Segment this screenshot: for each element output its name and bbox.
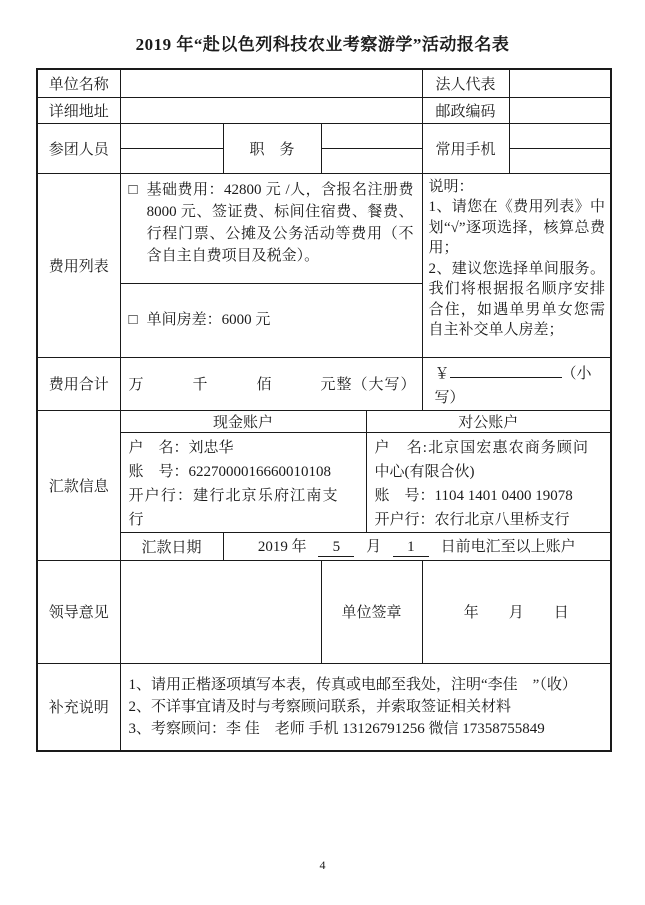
fee-explain-title: 说明： [428,178,474,195]
supplement-note-3: 3、考察顾问：李 佳 老师 手机 13126791256 微信 17358755849 [128,720,545,737]
supplement-note-1: 1、请用正楷逐项填写本表，传真或电邮至我处，注明“李佳 ”（收） [128,676,577,693]
fee-explain-item-1: 1、请您在《费用列表》中划“√”逐项选择，核算总费用； [428,199,605,256]
corporate-account-number: 账 号：1104 1401 0400 19078 [374,487,573,504]
row-leader-opinion [37,560,611,663]
row-unit-name [37,69,611,97]
cash-account-header: 现金账户 [120,410,366,432]
postal-code-label: 邮政编码 [422,97,509,123]
postal-code-input-cell [509,97,611,123]
remit-date-suffix: 日前电汇至以上账户 [440,538,576,555]
row-address [37,97,611,123]
remit-date-cell [223,532,611,560]
corporate-account-name: 户 名:北京国宏惠农商务顾问中心(有限合伙) [374,439,588,480]
page-title: 2019 年“赴以色列科技农业考察游学”活动报名表 [135,35,510,54]
unit-seal-label: 单位签章 [321,560,422,663]
amount-blank-line [450,362,562,378]
remit-date-year: 2019 年 [257,538,307,555]
supplement-note-2: 2、不详事宜请及时与考察顾问联系，并索取签证相关材料 [128,698,512,715]
legal-rep-input-cell [509,69,611,97]
cash-account-number: 账 号：6227000016660010108 [128,463,332,480]
cash-account-name: 户 名：刘忠华 [128,439,234,456]
fee-explain-item-2: 2、建议您选择单间服务。我们将根据报名顺序安排合住，如遇单男单女您需自主补交单人房差； [428,260,605,338]
leader-opinion-label: 领导意见 [37,560,120,663]
corporate-account-details [366,432,611,532]
mobile-input-cell-2 [509,148,611,173]
row-fee-total [37,357,611,410]
single-room-cell [120,283,422,357]
cash-account-bank: 开户行：建行北京乐府江南支行 [128,487,338,528]
fee-total-uppercase-cell: 万 千 佰 元整（大写） [120,357,422,410]
leader-opinion-input-cell [120,560,321,663]
base-fee-checkbox-icon: □ [128,181,138,198]
row-account-headers [37,410,611,432]
remit-date-day-fill: 1 [393,539,429,557]
page-number: 4 [319,858,326,872]
unit-name-label: 单位名称 [37,69,120,97]
base-fee-text: 基础费用：42800 元 /人，含报名注册费 8000 元、签证费、标间住宿费、餐费、行程门票、公摊及公务活动等费用（不含自主自费项目及税金）。 [146,181,414,264]
position-input-cell-1 [321,123,422,148]
remit-date-label: 汇款日期 [120,532,223,560]
legal-rep-label: 法人代表 [422,69,509,97]
registration-form-table [36,68,612,752]
unit-name-input-cell [120,69,422,97]
single-room-text: 单间房差：6000 元 [146,312,271,328]
supplement-label: 补充说明 [37,663,120,751]
fee-total-label: 费用合计 [37,357,120,410]
row-supplement [37,663,611,751]
mobile-input-cell-1 [509,123,611,148]
base-fee-cell [120,173,422,283]
member-name-input-cell-2 [120,148,223,173]
row-members-bottom [37,148,611,173]
single-room-checkbox-icon: □ [128,312,138,328]
currency-symbol: ￥ [434,365,450,382]
position-label: 职 务 [223,123,321,173]
corporate-account-bank: 开户行：农行北京八里桥支行 [374,511,570,528]
remittance-label: 汇款信息 [37,410,120,560]
address-label: 详细地址 [37,97,120,123]
row-account-details [37,432,611,532]
remit-date-month-label: 月 [366,538,382,555]
cash-account-details [120,432,366,532]
position-input-cell-2 [321,148,422,173]
lowercase-suffix: （小写） [434,365,592,406]
fee-list-label: 费用列表 [37,173,120,357]
members-label: 参团人员 [37,123,120,173]
row-fee-list-base [37,173,611,283]
remit-date-month-fill: 5 [318,539,354,557]
seal-date-placeholder: 年 月 日 [422,560,611,663]
row-remit-date [37,532,611,560]
corporate-account-header: 对公账户 [366,410,611,432]
row-members-top [37,123,611,148]
member-name-input-cell-1 [120,123,223,148]
mobile-label: 常用手机 [422,123,509,173]
supplement-notes-cell [120,663,611,751]
fee-explain-cell [422,173,611,357]
fee-total-lowercase-cell [422,357,611,410]
address-input-cell [120,97,422,123]
